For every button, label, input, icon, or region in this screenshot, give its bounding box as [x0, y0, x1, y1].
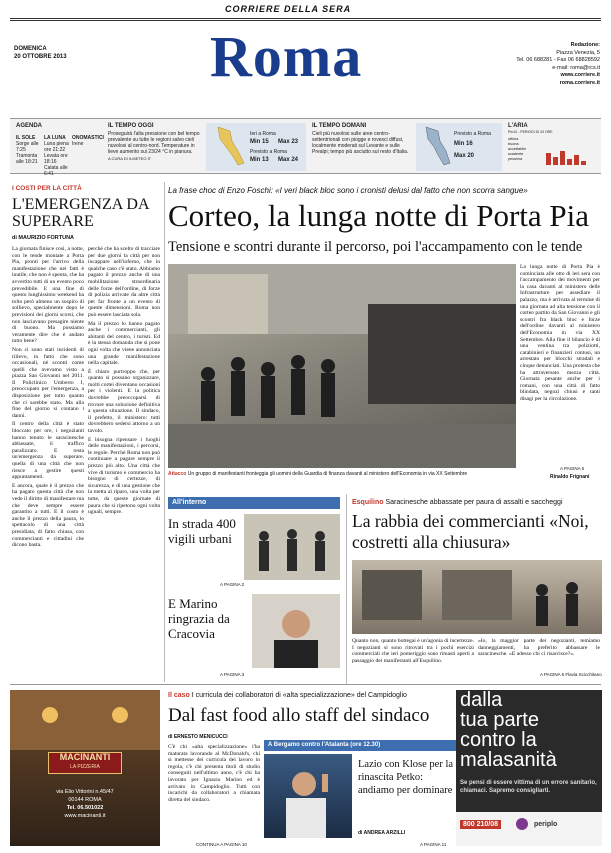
lead-photo[interactable] [168, 264, 516, 468]
periplo-logo-icon [516, 818, 528, 830]
lead-caption [168, 471, 518, 477]
ilcaso-text: C'è chi «alta specializzazione» l'ha maturata lavorando al McDonald's, chi si mettesse dei curricula dei lavoro in regola, c'è chi presenta titoli di studio conseguiti nell'ultimo anno, c'è chi ha lavorato per Ignazio Marino ed è arrivato in Campidoglio. Tutti con incarichi da collaboratori a chiamata diretta del sindaco. [168, 744, 260, 803]
left-para: Ma il prezzo lo hanno pagato anche i commercianti, gli abitanti del centro, i turisti. Ed è la stessa domanda che si pone ogni volta che viene annunciata una grande manifestazione nella capitale. [88, 320, 160, 367]
aria-legend: Pm10 - PERIODI DI 24 ORE [508, 130, 553, 134]
allinterno-item1[interactable]: In strada 400 vigili urbani [168, 516, 236, 546]
ad-line-2: tua parte [460, 709, 539, 731]
min-2: Min 13 [250, 157, 269, 163]
lead-subhead: Tensione e scontri durante il percorso, poi l'accampamento con le tende [168, 239, 583, 255]
web-link-roma[interactable]: roma.corriere.it [559, 79, 600, 86]
contacts [470, 42, 600, 87]
ilcaso-byline: di ERNESTO MENICUCCI [168, 734, 228, 740]
ilcaso-kicker-bold: Il caso [168, 692, 190, 699]
lead-headline[interactable]: Corteo, la lunga notte di Porta Pia [168, 198, 590, 233]
ad-brand: MACINANTI [59, 752, 111, 762]
left-para: perché che ha scelto di tracciare per due giorni la città per non incappare nell'inferno, che in qualche caso c'è stato. Abbiamo pagato il prezzo anche di una mobilitazione straordinaria delle forze dell'ordine, di forze di polizia arrivate da altre città per far fronte a un evento di queste dimensioni. Roma non può essere lasciata sola. [88, 246, 160, 318]
city-title: Roma [210, 24, 363, 89]
ad-line-1: dalla [460, 690, 503, 711]
pizzeria-interior-photo [10, 690, 160, 750]
column-divider-2 [346, 494, 347, 684]
max-2: Max 24 [278, 157, 299, 163]
marino-photo [252, 594, 340, 668]
tomorrow-title: IL TEMPO DOMANI [312, 123, 367, 129]
address: Piazza Venezia, 5 [556, 49, 600, 56]
caption-label: Attacco [168, 471, 187, 477]
map-today [206, 123, 306, 171]
esquilino-photo [352, 560, 602, 634]
ad-phone: Tel. 06.501022 [66, 805, 104, 811]
map-tomorrow [416, 123, 502, 171]
italy-map-rain-icon [418, 125, 454, 169]
esquilino-kicker-bold: Esquilino [352, 499, 384, 506]
left-byline: di MAURIZIO FORTUNA [12, 235, 75, 241]
top-rule-2 [10, 20, 601, 21]
today-title: IL TEMPO OGGI [108, 123, 154, 129]
date: 20 OTTOBRE 2013 [14, 54, 67, 60]
ad-footer [456, 812, 602, 846]
ad-brand-right: periplo [534, 821, 558, 828]
ilcaso-kicker-text: I curricula dei collaboratori di «alta specializzazione» del Campidoglio [191, 692, 407, 699]
sun-label: IL SOLE [16, 135, 36, 141]
date-block [14, 45, 67, 61]
esquilino-kicker [352, 499, 602, 506]
allinterno-ref1: A PAGINA 2 [220, 582, 245, 587]
ad-line-4: malasanità [460, 749, 557, 771]
caption-text: Un gruppo di manifestanti fronteggia gli uomini della Guardia di finanza davanti al ministero dell'Economia in via XX Settembre [187, 471, 468, 477]
left-headline[interactable]: L'EMERGENZA DA SUPERARE [12, 196, 149, 230]
lead-pageref: A PAGINA 5 [560, 466, 585, 471]
prov-label: Previsto a Roma [250, 149, 287, 155]
lead-body-text: La lunga notte di Porta Pia è cominciata alle otto di ieri sera con l'accampamento dei movimenti per la casa davanti al ministero delle Infrastrutture per assediare il palazzo, ma è arrivata al termine di una giornata ad alta tensione con il corteo partito da San Giovanni e gli scontri fra black bloc e forze dell'ordine davanti al ministero dell'Economia in via XX Settembre. Alla fine il bilancio è di una ventina tra poliziotti, carabinieri e finanzieri contusi, un arrestato per blocchi stradali e cinque denunciati. Una protesta che ha attraversato mezza città. Giornata pesante anche per i romani, con una città di fatto blindata, negozi chiusi e tanti disagi per la circolazione. [520, 264, 600, 402]
ilcaso-kicker [168, 692, 458, 699]
lead-body [520, 264, 600, 464]
esquilino-text-1: Quanto non, quanto bottegai è un'agonia di incertezze. I negozianti si sono ritrovati tra i pochi esercizi commerciali che ieri pomeriggio sono rimasti aperti a passaggio dei manifestanti all'Esquilino. [352, 638, 474, 664]
aria-scale-1: buona [508, 142, 519, 146]
max-3: Max 20 [454, 153, 475, 159]
aria-scale [508, 137, 542, 162]
ad-malasanita[interactable] [456, 690, 602, 846]
tomorrow-text: Cieli più nuvolosi sulle aree centro-settentrionali con piogge e rovesci diffusi, localmente moderati sul Levante e sulle Prealpi; tempo più asciutto sul resto d'Italia. [312, 131, 409, 155]
phone: Tel. 06 688281 - Fax 06 68828592 [516, 57, 600, 63]
ad-sub: LA PIZZERIA [70, 764, 100, 770]
ad-phone[interactable]: 800 210/08 [460, 820, 501, 829]
marino-portrait-icon [252, 594, 340, 668]
left-para: È chiaro purtroppo che, per quanto si possano organizzare, molti cortei diventano occasioni per i violenti. E la politica dovrebbe preoccuparsi di trovare una soluzione definitiva a questa situazione. Il sindaco, il prefetto, il ministero: tutti dovrebbero sedersi attorno a un tavolo. [88, 368, 160, 435]
sun-text: Sorge alle 7:25 Tramonta alle 18:21 [16, 141, 39, 165]
left-para: Non ci sono stati incidenti di rilievo, in fatto che sono occasionali, né scontri come quelli che avevamo visto a piazza San Giovanni nel 2011. Il Policlinico Umberto I, preoccupato per l'emergenza, a disposizione per tutto quanto che ci sarebbe stato. Ma alla fine del giorno si contano i danni. [12, 346, 84, 419]
sport-label: A Bergamo contro l'Atalanta (ore 12.30) [264, 740, 458, 751]
ilcaso-body [168, 744, 260, 840]
sport-byline: di ANDREA ARZILLI [358, 830, 406, 836]
ad-web[interactable]: www.macinanti.it [64, 813, 106, 819]
day: DOMENICA [14, 46, 47, 52]
ieri-label: Ieri a Roma [250, 131, 276, 137]
ilcaso-headline[interactable]: Dal fast food allo staff del sindaco [168, 705, 430, 726]
column-divider [164, 182, 165, 682]
brand: CORRIERE DELLA SERA [225, 4, 352, 14]
ilcaso-ref: CONTINUA A PAGINA 10 [196, 842, 247, 847]
ad-body: Se pensi di essere vittima di un errore sanitario, chiamaci. Sapremo consigliarti. [460, 780, 597, 794]
moon-label: LA LUNA [44, 135, 66, 141]
ad-address: via Elio Vittorini n.45/47 [56, 789, 114, 795]
allinterno-ref2: A PAGINA 3 [220, 672, 245, 677]
left-para: E bisogna ripensare i luoghi delle manifestazioni, i percorsi, le regole. Perché Roma non può continuare a pagare sempre il prezzo più alto. Una città che vive di turismo e commercio ha bisogno di certezze, di sicurezza, e di una gestione che la metta al riparo, una volta per tutte, da queste giornate di paura che si ripetono ogni volta uguali, sempre. [88, 436, 160, 516]
coach-portrait-icon [264, 754, 352, 838]
esquilino-kicker-text: Saracinesche abbassate per paura di assalti e saccheggi [385, 499, 563, 506]
top-rule [10, 18, 601, 19]
onomastici-label: ONOMASTICI [72, 135, 104, 141]
web-link[interactable]: www.corriere.it [560, 72, 600, 78]
max-1: Max 23 [278, 139, 299, 145]
vigili-photo [244, 514, 340, 580]
esquilino-text-2: «Io, la maggior parte dei negozianti, temiamo danneggiamenti, ha preferito abbassare le saracinesche. «E adesso chi ci risarcisce?». [478, 638, 600, 658]
prov2-label: Previsto a Roma [454, 131, 491, 137]
air-quality-bars [544, 137, 594, 167]
min-1: Min 15 [250, 139, 269, 145]
aria-scale-0: ottima [508, 137, 519, 141]
left-para: La giornata finisce così, a notte, con le tende montate a Porta Pia, pronti per l'arrivo della manifestazione che nei fatti è inutile, che non è spenta, che ha avvertito tutti di un evento poco prevedibile. E una fine di questo lunghissimo weekend ha tolto però almeno un sospiro di sollievo, specialmente dopo le previsioni dei giorni scorsi, che non lasciavano presagire niente di buono. Ma possiamo veramente dire che è andato tutto bene? [12, 246, 84, 345]
email: e-mail: roma@rcs.it [552, 64, 600, 71]
ad-info [10, 788, 160, 820]
ad-cap: 00144 ROMA [68, 797, 102, 803]
left-col-1 [12, 246, 84, 676]
moon-text: Luna piena ore 21:22 Levata ore 18:16 Calata alle 6:41 [44, 141, 69, 177]
aria-scale-4: pessima [508, 157, 523, 161]
allinterno-item2[interactable]: E Marino ringrazia da Cracovia [168, 596, 230, 641]
aria-scale-3: scadente [508, 152, 524, 156]
italy-map-icon [208, 125, 248, 169]
left-para: Il centro della città è stato bloccato per ore, i negozianti hanno tenuto le saracinesche abbassate, il traffico paralizzato. E resta un'emergenza da superare, quella di una città che non riesce a gestire questi appuntamenti. [12, 421, 84, 481]
redazione-label: Redazione: [570, 42, 600, 48]
sport-photo [264, 754, 352, 838]
left-col-2 [88, 246, 160, 676]
min-3: Min 16 [454, 141, 473, 147]
left-kicker: I COSTI PER LA CITTÀ [12, 185, 82, 192]
allinterno-label: All'interno [168, 497, 340, 509]
onomastici-text: Irene [72, 141, 84, 147]
sport-ref: A PAGINA 11 [420, 842, 447, 847]
today-text: Proseguirà l'alta pressione con bel tempo prevalente su tutte le regioni salvo cieli nuvolosi al centro-nord. Temperature in lieve aumento sui 23/24 °C in pianura. [108, 131, 200, 155]
riot-scene-photo [168, 264, 516, 468]
ad-line-3: contro la [460, 729, 537, 751]
agenda-title: AGENDA [16, 123, 43, 129]
sport-headline[interactable]: Lazio con Klose per la rinascita Petko: andiamo per dominare [358, 759, 454, 796]
vigili-photo-icon [244, 514, 340, 580]
aria-title: L'ARIA [508, 123, 528, 129]
ad-pizzeria[interactable] [10, 690, 160, 846]
weather-strip [10, 118, 601, 177]
shops-closed-photo-icon [352, 560, 602, 634]
esquilino-body-2 [478, 638, 600, 670]
today-credit: A CURA DI ILMETEO.IT [108, 156, 152, 161]
left-para: E ancora, quale è il prezzo che ha pagato questa città che non vede il diritto di manifestare ma che deve sempre essere garantito a tutti. E il costo è anche il prezzo della paura, lo spettacolo di una città presidiata, di fatto chiusa, con commercianti e cittadini che dicono basta. [12, 482, 84, 549]
lead-kicker: La frase choc di Enzo Foschi: «I veri black bloc sono i cronisti delusi dal fatto che non scorra sangue» [168, 186, 528, 195]
esquilino-body-1 [352, 638, 474, 678]
esquilino-headline[interactable]: La rabbia dei commercianti «Noi, costretti alla chiusura» [352, 511, 589, 552]
bottom-rule [10, 684, 601, 685]
aria-scale-2: accettabile [508, 147, 527, 151]
esquilino-ref: A PAGINA 6 Flavia Scicchitano [540, 672, 602, 677]
lead-author: Rinaldo Frignani [550, 474, 590, 480]
